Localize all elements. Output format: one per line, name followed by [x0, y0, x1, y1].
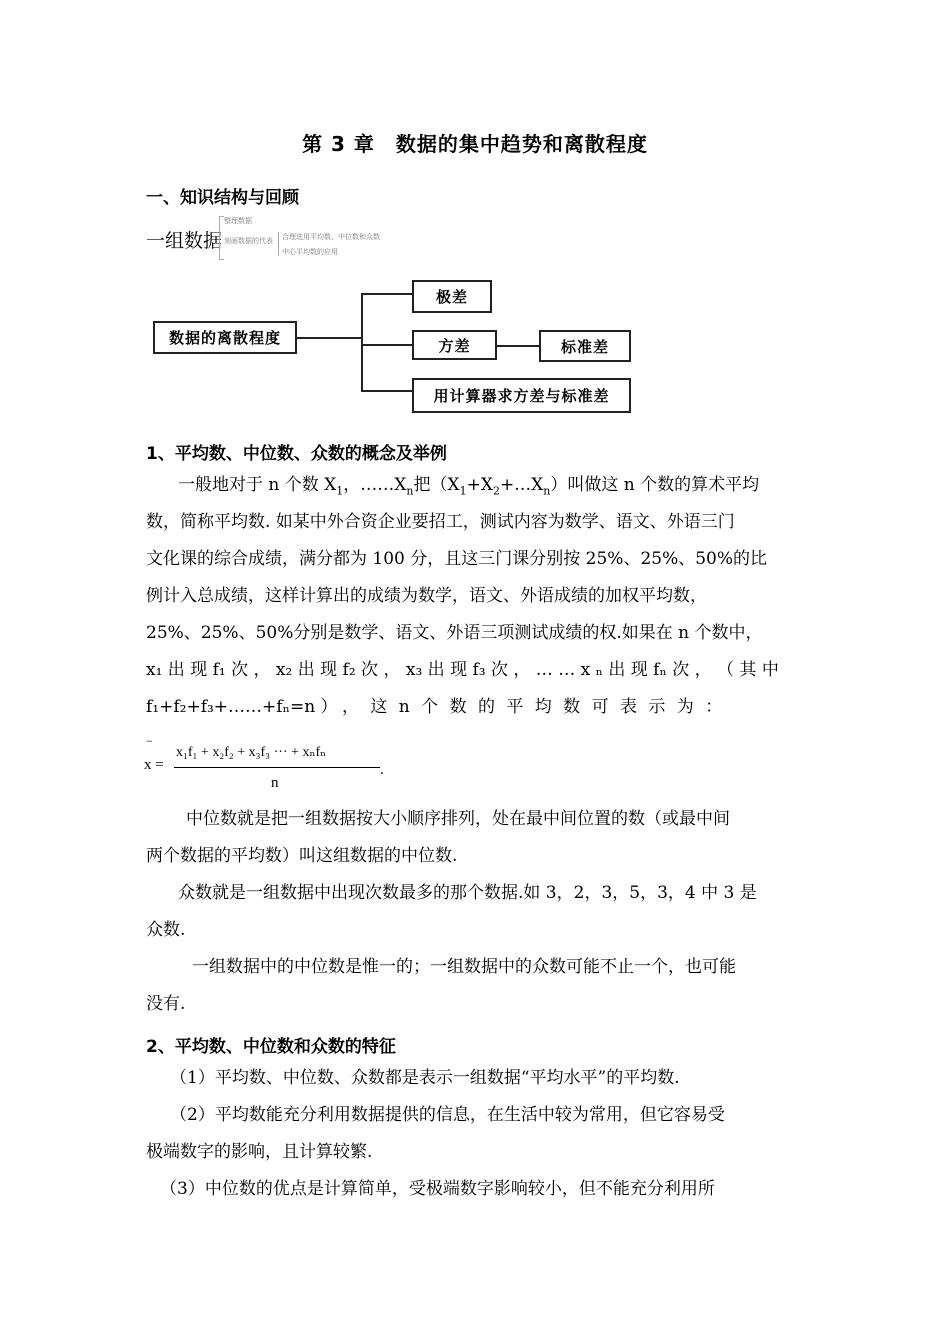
- sub-1: 1: [336, 484, 344, 498]
- sub-nb: n: [543, 484, 551, 498]
- sub-1b: 1: [459, 484, 467, 498]
- para1-text-d: +X: [466, 475, 493, 495]
- faint-note-3: 合理选用平均数、中位数和众数: [282, 233, 380, 241]
- feature-1: （1）平均数、中位数、众数都是表示一组数据“平均水平”的平均数.: [170, 1068, 680, 1088]
- fraction-line: [174, 767, 380, 768]
- sub-2: 2: [492, 484, 500, 498]
- feature-2a: （2）平均数能充分利用数据提供的信息，在生活中较为常用，但它容易受: [170, 1105, 725, 1125]
- feature-3: （3）中位数的优点是计算简单，受极端数字影响较小，但不能充分利用所: [160, 1179, 715, 1199]
- formula-denominator: n: [271, 775, 279, 791]
- formula-numerator: x₁f₁ + x₂f₂ + x₃f₃ ··· + xₙfₙ: [176, 745, 327, 760]
- para1-text-e: +…X: [499, 475, 544, 495]
- connector-std: [496, 345, 540, 347]
- formula-period: .: [380, 762, 384, 778]
- para1-text-f: ）叫做这 n 个数的算术平均: [550, 475, 760, 495]
- diagram-root-box: 数据的离散程度: [153, 321, 297, 354]
- feature-2b: 极端数字的影响，且计算较繁.: [146, 1142, 373, 1162]
- diagram-std-box: 标准差: [539, 330, 631, 362]
- formula-bar: −: [146, 734, 153, 748]
- para1-line2: 数，简称平均数. 如某中外合资企业要招工，测试内容为数学、语文、外语三门: [146, 512, 735, 532]
- data-group-label: 一组数据: [146, 230, 223, 252]
- para1-text-b: ，……X: [343, 475, 407, 495]
- diagram-calculator-box: 用计算器求方差与标准差: [412, 378, 631, 413]
- median-line1: 中位数就是把一组数据按大小顺序排列，处在最中间位置的数（或最中间: [186, 809, 730, 829]
- connector-calculator: [361, 390, 413, 392]
- para1-text-c: 把（X: [413, 475, 460, 495]
- diagram-range-box: 极差: [412, 280, 492, 313]
- para1-line5: 25%、25%、50%分别是数学、语文、外语三项测试成绩的权.如果在 n 个数中，: [146, 623, 763, 643]
- unique-line2: 没有.: [146, 994, 186, 1014]
- para1-text-a: 一般地对于 n 个数 X: [178, 475, 337, 495]
- heading-features: 2、平均数、中位数和众数的特征: [146, 1037, 396, 1057]
- para1-line7a: f₁+f₂+f₃+……+fₙ=n ）: [146, 697, 338, 717]
- connector-variance: [361, 344, 413, 346]
- faint-note-1: 整理数据: [224, 217, 252, 225]
- para1-line6: x₁ 出 现 f₁ 次 ， x₂ 出 现 f₂ 次 ， x₃ 出 现 f₃ 次 ， … … x ₙ 出 现 fₙ 次 ， （ 其 中: [146, 660, 779, 680]
- para1-line4: 例计入总成绩，这样计算出的成绩为数学，语文、外语成绩的加权平均数，: [146, 586, 707, 606]
- para1-line7b: ， 这 n 个 数 的 平 均 数 可 表 示 为 ：: [342, 697, 723, 717]
- formula-lhs: x =: [144, 757, 164, 773]
- page-title: 第 3 章 数据的集中趋势和离散程度: [302, 132, 648, 156]
- diagram-variance-box: 方差: [412, 330, 497, 360]
- unique-line1: 一组数据中的中位数是惟一的；一组数据中的众数可能不止一个，也可能: [192, 957, 736, 977]
- connector-range: [361, 293, 413, 295]
- faint-note-2: 刻画数据的代表: [224, 237, 273, 245]
- faint-note-4: 中心平均数的应用: [282, 248, 338, 256]
- sub-n: n: [406, 484, 414, 498]
- connector-vertical: [361, 293, 363, 391]
- connector-root: [296, 337, 362, 339]
- para1-line3: 文化课的综合成绩，满分都为 100 分，且这三门课分别按 25%、25%、50%的比: [146, 549, 768, 569]
- mode-line1: 众数就是一组数据中出现次数最多的那个数据.如 3，2，3，5，3，4 中 3 是: [178, 883, 757, 903]
- mode-line2: 众数.: [146, 920, 186, 940]
- heading-concepts: 1、平均数、中位数、众数的概念及举例: [146, 444, 447, 464]
- median-line2: 两个数据的平均数）叫这组数据的中位数.: [146, 846, 458, 866]
- section-heading-structure: 一、知识结构与回顾: [146, 188, 299, 208]
